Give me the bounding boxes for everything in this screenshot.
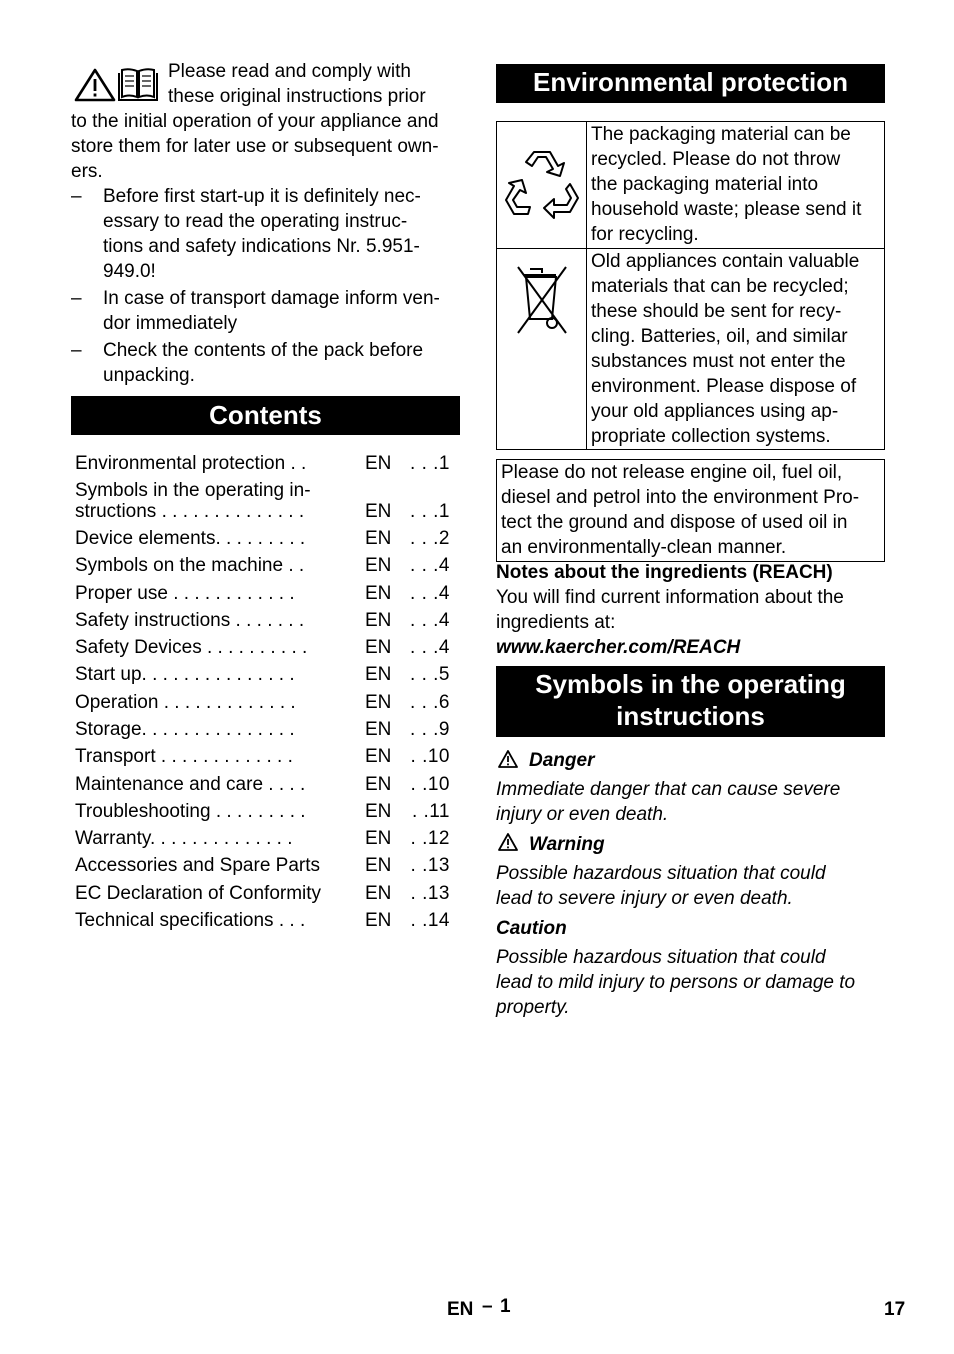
toc-lang: EN: [365, 883, 392, 904]
danger-label: Danger: [529, 750, 595, 771]
toc-title: Accessories and Spare Parts: [75, 855, 321, 876]
intro-line: these original instructions prior: [168, 86, 426, 107]
bullet-dash: –: [71, 186, 82, 207]
toc-title: Transport . . . . . . . . . . . . .: [75, 746, 293, 767]
toc-row[interactable]: [75, 774, 460, 801]
caution-line: lead to mild injury to persons or damage to: [496, 972, 856, 993]
toc-row[interactable]: [75, 692, 460, 719]
toc-lang: EN: [365, 501, 392, 522]
crossed-bin-icon: [512, 263, 572, 339]
danger-line: injury or even death.: [496, 804, 669, 825]
toc-row[interactable]: [75, 746, 460, 773]
symbols-heading: [496, 666, 885, 737]
toc-title: Device elements. . . . . . . . .: [75, 528, 306, 549]
recycle-line: the packaging material into: [591, 174, 819, 195]
bullet-line: Before first start-up it is definitely nec-: [103, 186, 421, 207]
toc-page: . . .6: [410, 692, 450, 713]
intro-line: store them for later use or subsequent own-: [71, 136, 439, 157]
toc-lang: EN: [365, 692, 392, 713]
toc-row[interactable]: [75, 855, 460, 882]
reach-line: ingredients at:: [496, 612, 616, 633]
toc-lang: EN: [365, 528, 392, 549]
toc-title: Safety Devices . . . . . . . . . .: [75, 637, 308, 658]
toc-page: . .12: [410, 828, 450, 849]
toc-page: . .14: [410, 910, 450, 931]
toc-page: . . .5: [410, 664, 450, 685]
toc-page: . . .1: [410, 501, 450, 522]
warning-label: Warning: [529, 834, 605, 855]
recycle-text-cell: [587, 122, 885, 249]
toc-page: . . .2: [410, 528, 450, 549]
caution-label: Caution: [496, 918, 567, 939]
toc-title: Start up. . . . . . . . . . . . . . .: [75, 664, 295, 685]
caution-line: Possible hazardous situation that could: [496, 947, 826, 968]
appliance-line: cling. Batteries, oil, and similar: [591, 326, 848, 347]
appliance-line: substances must not enter the: [591, 351, 846, 372]
toc-page: . .13: [410, 855, 450, 876]
recycle-line: recycled. Please do not throw: [591, 149, 841, 170]
toc-lang: EN: [365, 583, 392, 604]
toc-row[interactable]: [75, 883, 460, 910]
toc-title: Warranty. . . . . . . . . . . . . .: [75, 828, 293, 849]
toc-lang: EN: [365, 774, 392, 795]
toc-row[interactable]: [75, 637, 460, 664]
bullet-line: Check the contents of the pack before: [103, 340, 424, 361]
toc-lang: EN: [365, 555, 392, 576]
toc-lang: EN: [365, 746, 392, 767]
toc-title: Operation . . . . . . . . . . . . .: [75, 692, 296, 713]
bullet-line: tions and safety indications Nr. 5.951-: [103, 236, 420, 257]
bullet-line: unpacking.: [103, 365, 195, 386]
bullet-line: 949.0!: [103, 261, 156, 282]
recycle-row: [497, 122, 885, 249]
intro-line: ers.: [71, 161, 103, 182]
appliance-line: propriate collection systems.: [591, 426, 831, 447]
manual-book-icon: [117, 67, 159, 103]
toc-title: Proper use . . . . . . . . . . . .: [75, 583, 295, 604]
toc-lang: EN: [365, 453, 392, 474]
environment-heading: Environmental protection: [496, 64, 885, 103]
bin-icon-cell: [497, 249, 587, 450]
recycle-line: for recycling.: [591, 224, 699, 245]
toc-row[interactable]: [75, 664, 460, 691]
oil-line: an environmentally-clean manner.: [501, 537, 787, 558]
toc-title: Technical specifications . . .: [75, 910, 306, 931]
toc-title: Troubleshooting . . . . . . . . .: [75, 801, 306, 822]
bullet-item: [71, 338, 460, 388]
intro-line: to the initial operation of your appliance and: [71, 111, 439, 132]
danger-line: Immediate danger that can cause severe: [496, 779, 841, 800]
toc-row[interactable]: [75, 719, 460, 746]
appliance-line: these should be sent for recy-: [591, 301, 842, 322]
danger-triangle-icon: [497, 749, 519, 769]
oil-line: Please do not release engine oil, fuel oil,: [501, 462, 843, 483]
toc-title: Maintenance and care . . . .: [75, 774, 306, 795]
toc-lang: EN: [365, 828, 392, 849]
toc-title: Safety instructions . . . . . . .: [75, 610, 305, 631]
oil-notice-box: [496, 459, 885, 562]
warning-triangle-small-icon: [497, 832, 519, 852]
environment-table: [496, 121, 885, 450]
toc-page: . .13: [410, 883, 450, 904]
toc-title: Storage. . . . . . . . . . . . . . .: [75, 719, 295, 740]
recycle-icon-cell: [497, 122, 587, 249]
bullet-dash: –: [71, 340, 82, 361]
warning-line: Possible hazardous situation that could: [496, 863, 826, 884]
toc-row[interactable]: [75, 528, 460, 555]
reach-heading: Notes about the ingredients (REACH): [496, 562, 833, 583]
recycle-line: The packaging material can be: [591, 124, 851, 145]
toc-title: Symbols in the operating in- structions . . . . . . . . . . . . . .: [75, 480, 311, 522]
oil-line: tect the ground and dispose of used oil in: [501, 512, 848, 533]
toc-page: . . .4: [410, 610, 450, 631]
recycle-icon: [504, 144, 580, 220]
toc-title: EC Declaration of Conformity: [75, 883, 322, 904]
toc-lang: EN: [365, 910, 392, 931]
intro-line: Please read and comply with: [168, 61, 411, 82]
reach-line: You will find current information about the: [496, 587, 844, 608]
bullet-line: essary to read the operating instruc-: [103, 211, 408, 232]
toc-lang: EN: [365, 855, 392, 876]
toc-title: Environmental protection . .: [75, 453, 307, 474]
toc-row[interactable]: [75, 610, 460, 637]
toc-page: . .10: [410, 774, 450, 795]
toc-page: . . .4: [410, 637, 450, 658]
toc-page: . . .4: [410, 555, 450, 576]
reach-url-link[interactable]: www.kaercher.com/REACH: [496, 637, 741, 658]
toc-lang: EN: [365, 610, 392, 631]
footer-subpage: 1: [500, 1296, 511, 1317]
toc-lang: EN: [365, 664, 392, 685]
toc-page: . . .1: [410, 453, 450, 474]
bullet-item: [71, 184, 460, 282]
toc-page: . . .9: [410, 719, 450, 740]
recycle-line: household waste; please send it: [591, 199, 862, 220]
caution-line: property.: [496, 997, 570, 1018]
toc-title: Symbols on the machine . .: [75, 555, 305, 576]
appliance-line: environment. Please dispose of: [591, 376, 857, 397]
page-number: 17: [884, 1299, 906, 1320]
bullet-line: In case of transport damage inform ven-: [103, 288, 440, 309]
appliance-line: your old appliances using ap-: [591, 401, 839, 422]
appliance-line: materials that can be recycled;: [591, 276, 849, 297]
symbols-heading-line: Symbols in the operating: [535, 669, 846, 699]
contents-heading: Contents: [71, 396, 460, 435]
toc-page: . .11: [411, 801, 450, 822]
oil-line: diesel and petrol into the environment Pro-: [501, 487, 860, 508]
toc-page: . .10: [410, 746, 450, 767]
toc-row[interactable]: [75, 801, 460, 828]
toc-lang: EN: [365, 801, 392, 822]
warning-line: lead to severe injury or even death.: [496, 888, 793, 909]
bullet-dash: –: [71, 288, 82, 309]
toc-row[interactable]: [75, 583, 460, 610]
bullet-line: dor immediately: [103, 313, 238, 334]
toc-lang: EN: [365, 637, 392, 658]
bullet-item: [71, 286, 460, 336]
appliance-row: [497, 249, 885, 450]
appliance-line: Old appliances contain valuable: [591, 251, 860, 272]
toc-row[interactable]: [75, 453, 460, 480]
toc-row[interactable]: [75, 910, 460, 937]
toc-row[interactable]: [75, 555, 460, 582]
symbols-heading-line: instructions: [616, 701, 765, 731]
toc-row[interactable]: [75, 480, 460, 528]
toc-lang: EN: [365, 719, 392, 740]
footer-separator: –: [482, 1296, 493, 1317]
toc-row[interactable]: [75, 828, 460, 855]
footer-lang: EN: [447, 1299, 474, 1320]
appliance-text-cell: [587, 249, 885, 450]
toc-page: . . .4: [410, 583, 450, 604]
